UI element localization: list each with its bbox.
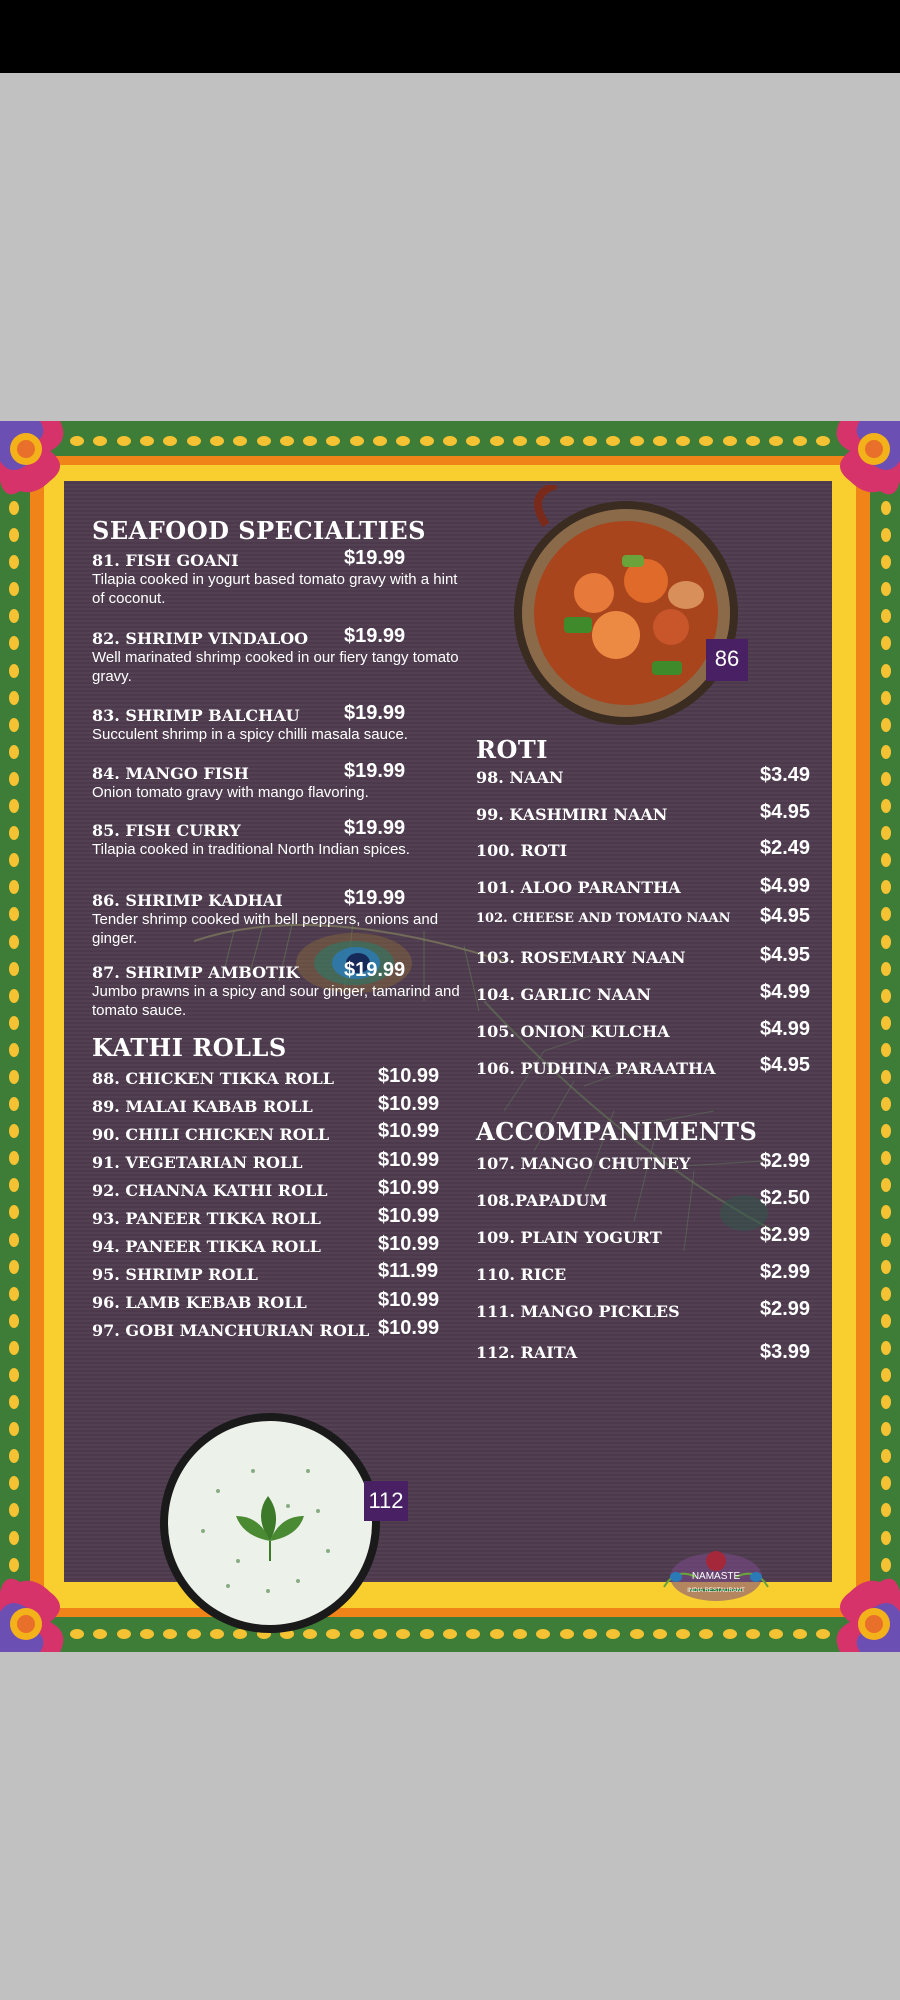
roti-item-name: 105. ONION KULCHA [476, 1022, 670, 1041]
seafood-item-desc: Jumbo prawns in a spicy and sour ginger, tamarind and tomato sauce. [92, 983, 460, 1019]
kathi-item-price: $10.99 [378, 1093, 440, 1115]
kathi-item-price: $11.99 [378, 1260, 439, 1282]
roti-item-price: $3.49 [760, 764, 811, 786]
seafood-item-desc: Tilapia cooked in traditional North Indian spices. [92, 841, 410, 858]
seafood-item-desc: Tilapia cooked in yogurt based tomato gravy with a hint of coconut. [92, 571, 458, 607]
roti-item-name: 106. PUDHINA PARAATHA [476, 1059, 716, 1078]
roti-item-price: $4.99 [760, 981, 811, 1003]
accompaniment-item-price: $2.99 [760, 1298, 811, 1320]
seafood-item-desc: Succulent shrimp in a spicy chilli masala sauce. [92, 726, 408, 743]
flower-corner-icon [0, 421, 80, 501]
accompaniment-item-price: $2.50 [760, 1187, 811, 1209]
kathi-item-name: 91. VEGETARIAN ROLL [92, 1153, 303, 1172]
accompaniment-item-price: $2.99 [760, 1224, 811, 1246]
roti-item-name: 100. ROTI [476, 841, 568, 860]
roti-item-name: 103. ROSEMARY NAAN [476, 948, 686, 967]
seafood-item-desc: Onion tomato gravy with mango flavoring. [92, 784, 369, 801]
kathi-item-price: $10.99 [378, 1289, 440, 1311]
seafood-item-name: 81. FISH GOANI [92, 551, 239, 570]
accompaniment-item-price: $3.99 [760, 1341, 811, 1363]
top-border-dots [70, 431, 830, 451]
flower-corner-icon [0, 1572, 80, 1652]
kathi-rolls-heading: KATHI ROLLS [92, 1033, 287, 1062]
roti-item-name: 104. GARLIC NAAN [476, 985, 652, 1004]
roti-heading: ROTI [476, 735, 548, 764]
accompaniment-item-name: 107. MANGO CHUTNEY [476, 1154, 691, 1173]
seafood-item-name: 84. MANGO FISH [92, 764, 249, 783]
accompaniment-item-price: $2.99 [760, 1150, 811, 1172]
accompaniment-item-name: 111. MANGO PICKLES [476, 1302, 680, 1321]
kathi-item-name: 88. CHICKEN TIKKA ROLL [92, 1069, 335, 1088]
kathi-item-name: 97. GOBI MANCHURIAN ROLL [92, 1321, 370, 1340]
accompaniments-heading: ACCOMPANIMENTS [476, 1117, 758, 1146]
roti-item-price: $4.95 [760, 944, 811, 966]
seafood-item-price: $19.99 [344, 760, 406, 782]
kathi-item-name: 94. PANEER TIKKA ROLL [92, 1237, 321, 1256]
seafood-item-name: 87. SHRIMP AMBOTIK [92, 963, 300, 982]
roti-item-price: $4.95 [760, 1054, 811, 1076]
kathi-item-price: $10.99 [378, 1205, 440, 1227]
flower-corner-icon [820, 421, 900, 501]
seafood-item-name: 85. FISH CURRY [92, 821, 241, 840]
kathi-item-name: 95. SHRIMP ROLL [92, 1265, 258, 1284]
left-border-dots [9, 501, 21, 1572]
kathi-item-price: $10.99 [378, 1233, 440, 1255]
roti-item-name: 98. NAAN [476, 768, 564, 787]
kathi-item-name: 90. CHILI CHICKEN ROLL [92, 1125, 330, 1144]
kathi-item-price: $10.99 [378, 1149, 440, 1171]
accompaniment-item-price: $2.99 [760, 1261, 811, 1283]
photo-badge: 86 [706, 639, 748, 681]
kathi-item-price: $10.99 [378, 1065, 440, 1087]
kathi-item-name: 93. PANEER TIKKA ROLL [92, 1209, 321, 1228]
flower-corner-icon [820, 1572, 900, 1652]
roti-item-price: $4.95 [760, 905, 811, 927]
roti-item-price: $4.99 [760, 875, 811, 897]
accompaniment-item-name: 109. PLAIN YOGURT [476, 1228, 662, 1247]
roti-item-name: 101. ALOO PARANTHA [476, 878, 681, 897]
seafood-item-name: 83. SHRIMP BALCHAU [92, 706, 300, 725]
seafood-item-price: $19.99 [344, 702, 406, 724]
status-bar [0, 0, 900, 73]
kathi-item-price: $10.99 [378, 1120, 440, 1142]
kathi-item-name: 89. MALAI KABAB ROLL [92, 1097, 313, 1116]
seafood-item-desc: Well marinated shrimp cooked in our fiery tangy tomato gravy. [92, 649, 459, 685]
menu-panel [64, 481, 832, 1594]
roti-item-price: $2.49 [760, 837, 811, 859]
seafood-item-price: $19.99 [344, 817, 406, 839]
seafood-item-price: $19.99 [344, 625, 406, 647]
kathi-item-name: 96. LAMB KEBAB ROLL [92, 1293, 307, 1312]
menu-image [0, 421, 900, 1652]
accompaniment-item-name: 112. RAITA [476, 1343, 578, 1362]
seafood-heading: SEAFOOD SPECIALTIES [92, 516, 427, 545]
logo-name: NAMASTE [691, 1571, 741, 1582]
accompaniment-item-name: 108.PAPADUM [476, 1191, 608, 1210]
seafood-item-price: $19.99 [344, 547, 406, 569]
roti-item-name: 102. CHEESE AND TOMATO NAAN [476, 911, 731, 926]
roti-item-price: $4.95 [760, 801, 811, 823]
shrimp-kadhai-photo [506, 485, 764, 741]
raita-photo [158, 1411, 382, 1635]
seafood-item-price: $19.99 [344, 959, 406, 981]
logo-tagline: INDIA RESTAURANT [687, 1588, 745, 1594]
seafood-item-desc: Tender shrimp cooked with bell peppers, onions and ginger. [92, 911, 439, 947]
kathi-item-price: $10.99 [378, 1177, 440, 1199]
kathi-item-price: $10.99 [378, 1317, 440, 1339]
kathi-item-name: 92. CHANNA KATHI ROLL [92, 1181, 328, 1200]
roti-item-price: $4.99 [760, 1018, 811, 1040]
photo-badge: 112 [364, 1481, 408, 1521]
accompaniment-item-name: 110. RICE [476, 1265, 567, 1284]
roti-item-name: 99. KASHMIRI NAAN [476, 805, 668, 824]
seafood-item-name: 82. SHRIMP VINDALOO [92, 629, 309, 648]
seafood-item-price: $19.99 [344, 887, 406, 909]
right-border-dots [881, 501, 893, 1572]
seafood-item-name: 86. SHRIMP KADHAI [92, 891, 283, 910]
